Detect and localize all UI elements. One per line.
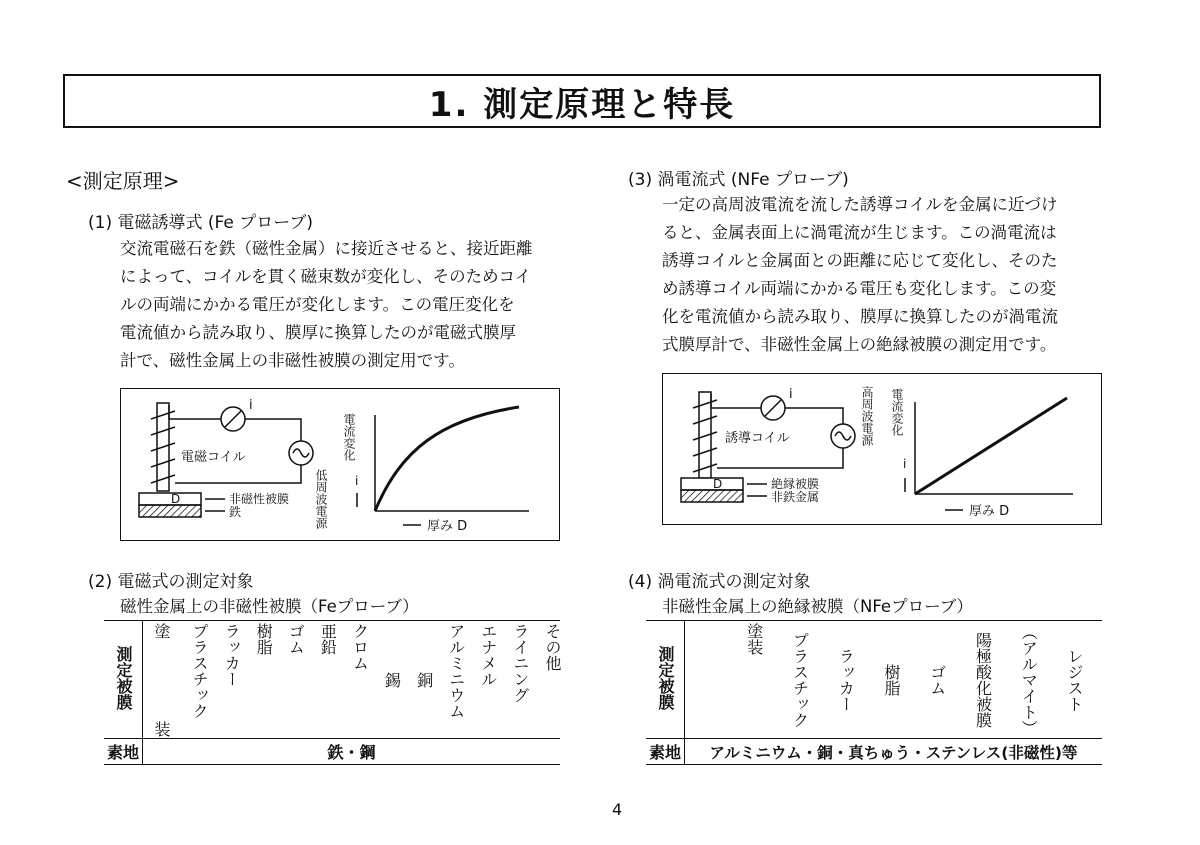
fig1-electromagnetic-diagram: [120, 388, 560, 541]
response-curve: [375, 407, 519, 511]
source-label: 高周波電源: [860, 386, 874, 446]
s2-col-resin: 樹脂: [254, 622, 274, 655]
s2-base-value: 鉄・鋼: [327, 743, 376, 762]
yaxis-label: 電流変化: [890, 388, 904, 436]
s1-line: 電流値から読み取り、膜厚に換算したのが電磁式膜厚: [120, 323, 516, 342]
s2-col-lacquer: ラッカー: [222, 622, 242, 687]
s1-line: によって、コイルを貫く磁束数が変化し、そのためコイ: [120, 267, 532, 286]
s2-col-chrome: クロム: [350, 622, 370, 671]
circuit-wire: [717, 448, 843, 468]
s4-col-resist: レジスト: [1064, 647, 1084, 712]
s3-paragraph: [662, 191, 1102, 359]
s3-line: 一定の高周波電流を流した誘導コイルを金属に近づけ: [662, 195, 1058, 214]
s2-col-rubber: ゴム: [286, 622, 306, 655]
s4-col-lacquer: ラッカー: [836, 647, 856, 712]
s3-line: ると、金属表面上に渦電流が生じます。この渦電流は: [662, 223, 1057, 242]
s3-line: 化を電流値から読み取り、膜厚に換算したのが渦電流: [662, 307, 1058, 326]
s3-line: 式膜厚計で、非磁性金属上の絶縁被膜の測定用です。: [662, 335, 1057, 354]
s4-col-plastic: プラスチック: [790, 631, 810, 728]
s2-col-plastic: プラスチック: [190, 622, 210, 719]
base-label: 非鉄金属: [771, 490, 820, 504]
xaxis-label: 厚み D: [427, 519, 468, 534]
coil-label: 電磁コイル: [181, 450, 246, 465]
page-title: 1. 測定原理と特長: [428, 84, 736, 125]
xaxis-label: 厚み D: [969, 504, 1010, 519]
s4-heading: (4) 渦電流式の測定対象: [628, 572, 811, 592]
s4-col-paint: 塗装: [744, 622, 764, 655]
s2-col-tin: 錫: [382, 671, 402, 688]
s1-paragraph: [120, 235, 560, 375]
source-label: 低周波電源: [314, 469, 328, 529]
s4-target-table: [646, 620, 1102, 765]
coil-winding: [693, 400, 717, 472]
base-metal-layer: [139, 505, 201, 517]
s4-col-resin: 樹脂: [882, 663, 901, 696]
s1-line: ルの両端にかかる電圧が変化します。この電圧変化を: [120, 295, 515, 314]
s2-heading: (2) 電磁式の測定対象: [88, 572, 254, 592]
meter-label: i: [249, 398, 253, 413]
s4-base-header: 素地: [646, 739, 685, 765]
s2-col-zinc: 亜鉛: [318, 622, 338, 655]
s4-col-alumite: （アルマイト）: [1019, 623, 1039, 736]
film-layer: [139, 493, 201, 505]
film-layer: [681, 478, 743, 490]
s2-col-enamel: エナメル: [478, 622, 498, 687]
yaxis-var: i: [355, 474, 359, 488]
s4-row-header: 測定被膜: [656, 645, 675, 710]
s2-col-lining: ライニング: [510, 622, 530, 703]
coil-label: 誘導コイル: [725, 431, 790, 446]
label-arrow: [747, 484, 767, 496]
meter-label: i: [789, 387, 793, 402]
s1-line: 交流電磁石を鉄（磁性金属）に接近させると、接近距離: [120, 239, 533, 258]
s3-heading: (3) 渦電流式 (NFe プローブ): [628, 170, 849, 190]
page-number: 4: [612, 800, 623, 819]
yaxis-var: i: [903, 457, 907, 471]
s2-subtitle: 磁性金属上の非磁性被膜（Feプローブ）: [120, 597, 419, 616]
s2-col-aluminum: アルミニウム: [446, 622, 466, 719]
fig2-eddy-current-diagram: [662, 373, 1102, 525]
s2-row-header: 測定被膜: [114, 645, 133, 710]
s2-col-paint: 塗装: [152, 622, 171, 737]
s4-subtitle: 非磁性金属上の絶縁被膜（NFeプローブ）: [662, 597, 973, 616]
label-arrow: [205, 499, 225, 511]
film-label: 非磁性被膜: [229, 492, 290, 506]
s4-col-anodized: 陽極酸化被膜: [973, 631, 993, 728]
s3-line: め誘導コイル両端にかかる電圧も変化します。この変: [662, 279, 1057, 298]
s2-col-copper: 銅: [414, 671, 434, 688]
s3-line: 誘導コイルと金属面との距離に応じて変化し、そのた: [662, 251, 1058, 270]
film-label: 絶縁被膜: [771, 477, 820, 491]
gap-label: D: [713, 477, 723, 491]
gap-label: D: [171, 492, 181, 506]
page-title-box: [63, 74, 1101, 128]
section-heading: <測定原理>: [66, 169, 180, 193]
s4-col-rubber: ゴム: [927, 663, 947, 696]
yaxis-label: 電流変化: [342, 413, 356, 461]
s4-base-value: アルミニウム・銅・真ちゅう・ステンレス(非磁性)等: [709, 743, 1078, 762]
coil-winding: [151, 411, 175, 483]
s1-line: 計で、磁性金属上の非磁性被膜の測定用です。: [120, 351, 465, 370]
base-metal-layer: [681, 490, 743, 502]
s1-heading: (1) 電磁誘導式 (Fe プローブ): [88, 213, 314, 233]
base-label: 鉄: [229, 505, 242, 519]
s2-base-header: 素地: [104, 739, 143, 765]
circuit-wire: [175, 465, 301, 483]
s2-target-table: [104, 620, 560, 765]
response-line: [915, 398, 1067, 494]
s2-col-other: その他: [542, 622, 562, 671]
